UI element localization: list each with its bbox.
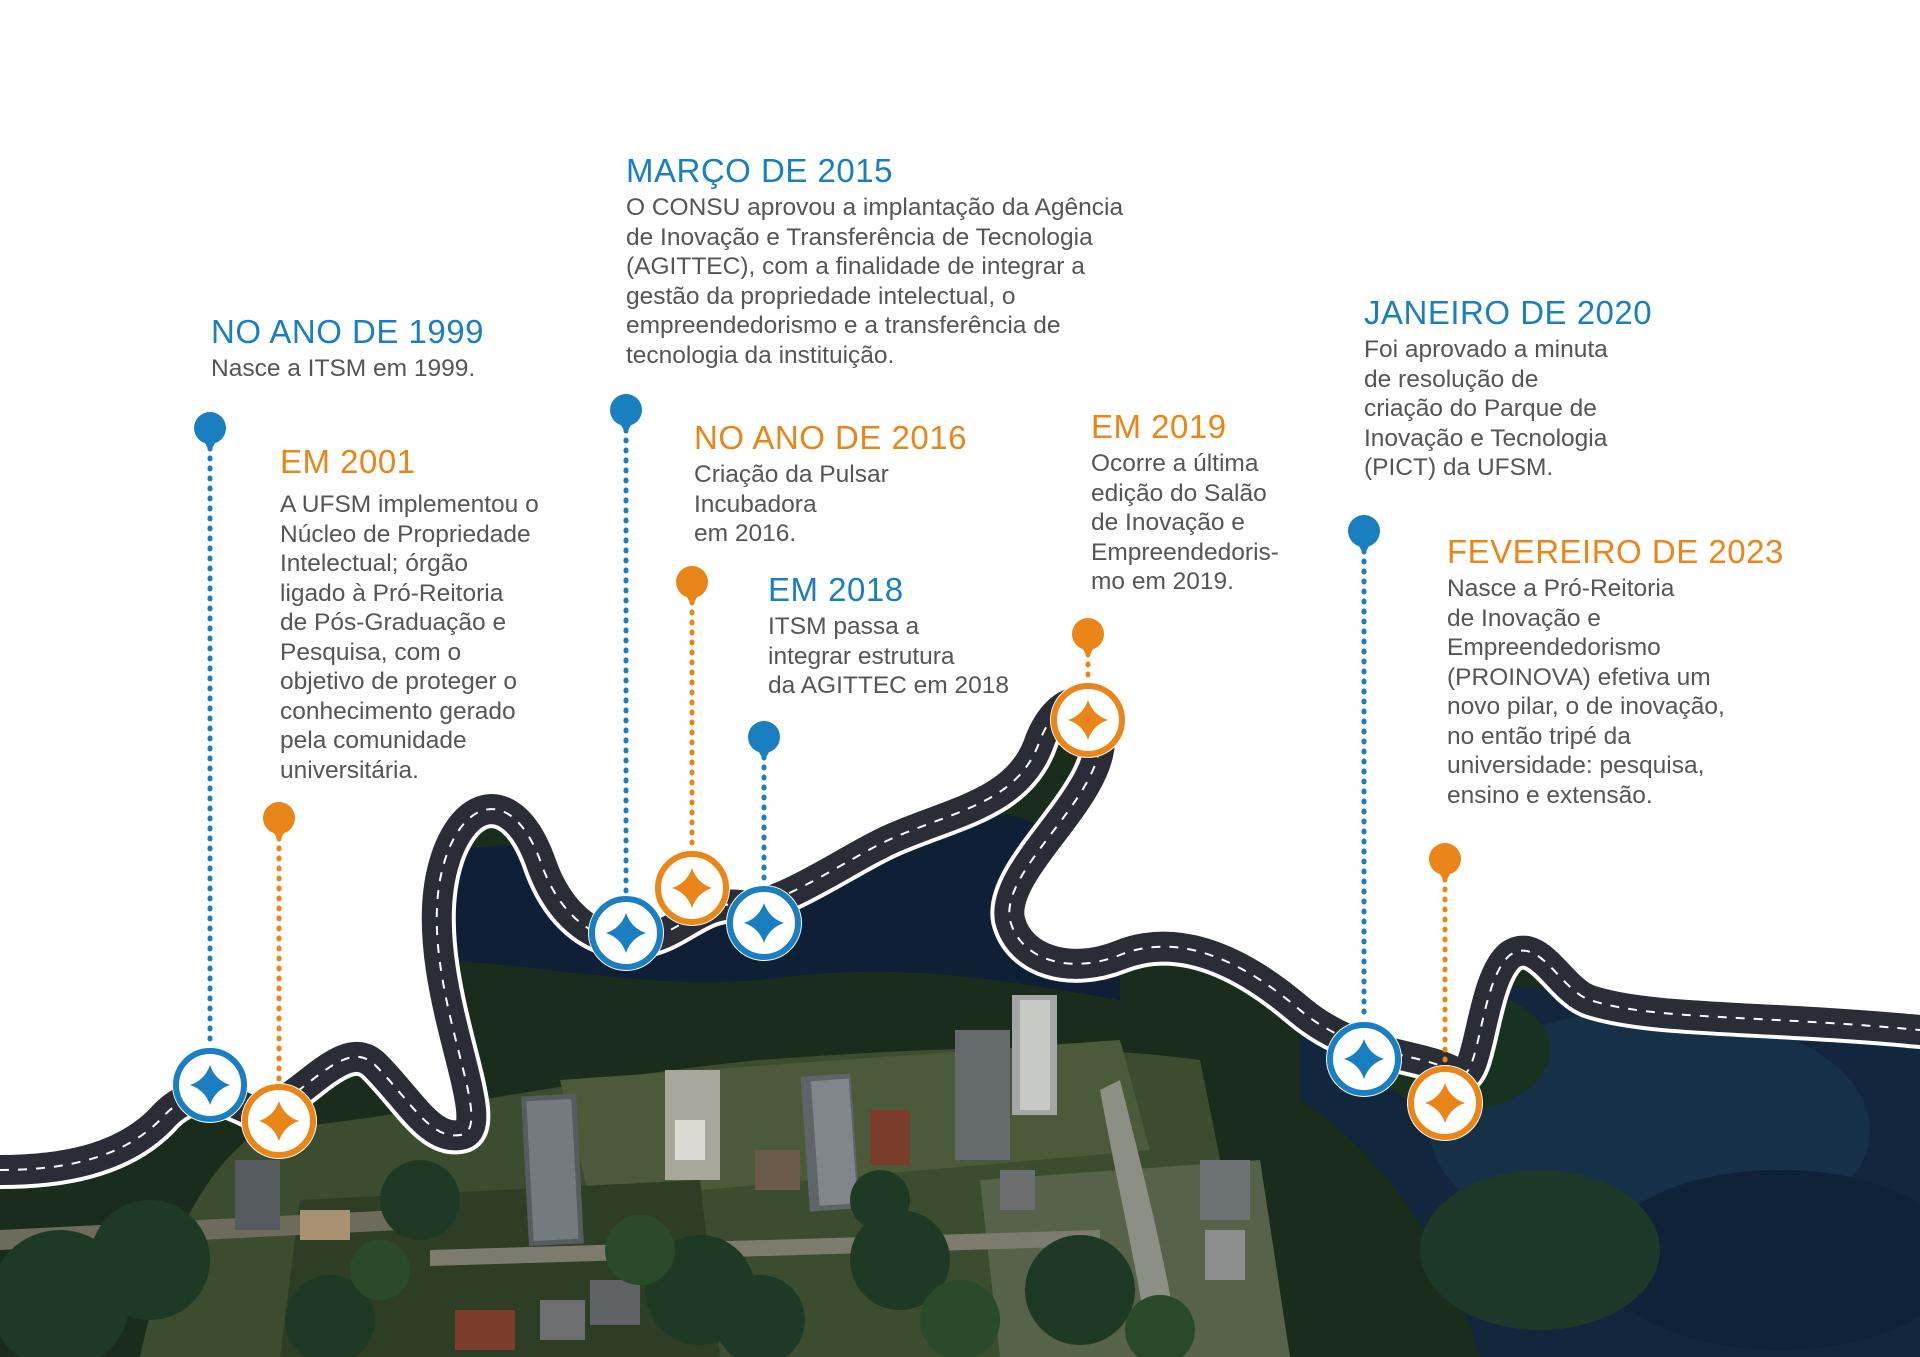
description-line: de Inovação e Transferência de Tecnologia: [626, 223, 1093, 251]
description-line: Criação da Pulsar: [694, 461, 889, 488]
event-2020: [1364, 293, 1652, 483]
description-line: objetivo de proteger o: [280, 668, 517, 695]
description-line: universidade: pesquisa,: [1447, 752, 1705, 779]
description-line: Nasce a Pró-Reitoria: [1447, 575, 1675, 602]
description-line: conhecimento gerado: [280, 697, 516, 725]
description-line: novo pilar, o de inovação,: [1447, 693, 1725, 720]
description-line: O CONSU aprovou a implantação da Agência: [626, 194, 1124, 221]
description-line: Ocorre a última: [1091, 450, 1259, 477]
description-line: (AGITTEC), com a finalidade de integrar a: [626, 253, 1085, 280]
pin-head: [1348, 515, 1380, 555]
description-line: (PROINOVA) efetiva um: [1447, 663, 1711, 691]
description-line: de resolução de: [1364, 365, 1539, 393]
event-description: [280, 490, 539, 785]
event-title: NO ANO DE 2016: [694, 419, 967, 456]
description-line: de Pós-Graduação e: [280, 609, 507, 636]
pin-head: [263, 802, 295, 842]
pin-1999: [172, 412, 248, 1123]
description-line: gestão da propriedade intelectual, o: [626, 282, 1016, 310]
description-line: pela comunidade: [280, 727, 467, 754]
event-2016: [694, 418, 967, 549]
event-1999: [211, 312, 484, 384]
event-2023: [1447, 532, 1784, 810]
description-line: Intelectual; órgão: [280, 550, 468, 577]
event-description: [694, 460, 967, 549]
description-line: empreendedorismo e a transferência de: [626, 312, 1061, 339]
event-description: [1364, 335, 1652, 483]
event-description: [768, 612, 1009, 701]
description-line: ITSM passa a: [768, 613, 920, 640]
pin-head: [610, 394, 642, 434]
event-description: [1091, 449, 1279, 597]
event-description: [211, 354, 484, 384]
description-line: universitária.: [280, 756, 419, 784]
description-line: Nasce a ITSM em 1999.: [211, 355, 476, 382]
event-2019: [1091, 407, 1279, 597]
event-title: JANEIRO DE 2020: [1364, 294, 1653, 331]
description-line: em 2016.: [694, 520, 797, 547]
four-point-star-icon: [241, 1083, 317, 1159]
description-line: Pesquisa, com o: [280, 638, 462, 666]
four-point-star-icon: [172, 1047, 248, 1123]
pin-head: [1429, 843, 1461, 883]
four-point-star-icon: [1407, 1065, 1483, 1141]
event-description: [626, 193, 1123, 370]
description-line: mo em 2019.: [1091, 568, 1234, 595]
event-2018: [768, 570, 1009, 701]
four-point-star-icon: [1326, 1021, 1402, 1097]
description-line: de Inovação e: [1447, 604, 1601, 632]
description-line: Núcleo de Propriedade: [280, 520, 531, 548]
four-point-star-icon: [654, 850, 730, 926]
description-line: Foi aprovado a minuta: [1364, 336, 1608, 363]
event-2001: [280, 442, 539, 785]
pin-2016: [654, 566, 730, 926]
description-line: no então tripé da: [1447, 722, 1631, 750]
pin-2020: [1326, 515, 1402, 1097]
four-point-star-icon: [1050, 682, 1126, 758]
description-line: da AGITTEC em 2018: [768, 672, 1010, 699]
description-line: Inovação e Tecnologia: [1364, 424, 1608, 452]
description-line: A UFSM implementou o: [280, 491, 539, 518]
description-line: (PICT) da UFSM.: [1364, 454, 1554, 481]
pin-2015: [588, 394, 664, 971]
pin-2018: [726, 721, 802, 961]
pin-head: [194, 412, 226, 452]
event-title: MARÇO DE 2015: [626, 152, 893, 189]
description-line: criação do Parque de: [1364, 395, 1597, 422]
description-line: ensino e extensão.: [1447, 781, 1653, 809]
event-title: FEVEREIRO DE 2023: [1447, 533, 1784, 570]
pin-head: [1072, 618, 1104, 658]
event-2015: [626, 151, 1123, 370]
event-description: [1447, 574, 1784, 810]
event-title: EM 2001: [280, 443, 416, 480]
four-point-star-icon: [726, 885, 802, 961]
description-line: tecnologia da instituição.: [626, 341, 895, 369]
description-line: Empreendedoris-: [1091, 538, 1279, 566]
event-title: NO ANO DE 1999: [211, 313, 484, 350]
description-line: integrar estrutura: [768, 642, 955, 670]
event-title: EM 2019: [1091, 408, 1227, 445]
description-line: Empreendedorismo: [1447, 634, 1661, 661]
description-line: edição do Salão: [1091, 479, 1267, 507]
event-title: EM 2018: [768, 571, 904, 608]
pin-head: [676, 566, 708, 606]
description-line: ligado à Pró-Reitoria: [280, 579, 504, 607]
pin-2001: [241, 802, 317, 1159]
description-line: de Inovação e: [1091, 509, 1245, 536]
four-point-star-icon: [588, 895, 664, 971]
pin-head: [748, 721, 780, 761]
description-line: Incubadora: [694, 490, 817, 518]
